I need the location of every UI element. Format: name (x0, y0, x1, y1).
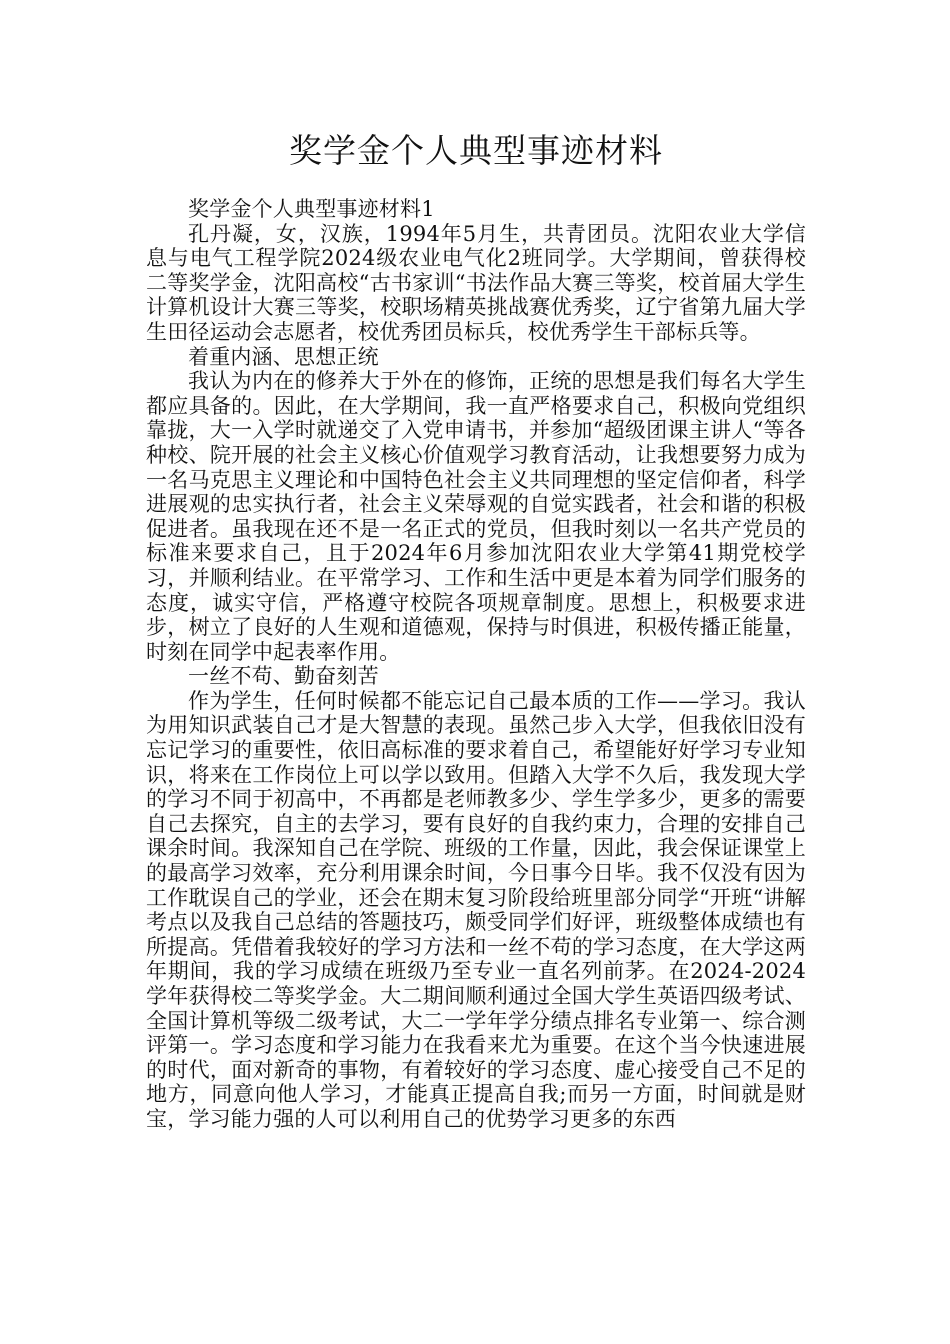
paragraph-study: 作为学生，任何时候都不能忘记自己最本质的工作——学习。我认为用知识武装自己才是大智慧的表现。虽然己步入大学，但我依旧没有忘记学习的重要性，依旧高标准的要求着自己，希望能好好学习专业知识，将来在工作岗位上可以学以致用。但踏入大学不久后，我发现大学的学习不同于初高中，不再都是老师教多少、学生学多少，更多的需要自己去探究，自主的去学习，要有良好的自我约束力，合理的安排自己课余时间。我深知自己在学院、班级的工作量，因此，我会保证课堂上的最高学习效率，充分利用课余时间，今日事今日毕。我不仅没有因为工作耽误自己的学业，还会在期末复习阶段给班里部分同学“开班“讲解考点以及我自己总结的答题技巧，颇受同学们好评，班级整体成绩也有所提高。凭借着我较好的学习方法和一丝不苟的学习态度，在大学这两年期间，我的学习成绩在班级乃至专业一直名列前茅。在2024-2024学年获得校二等奖学金。大二期间顺利通过全国大学生英语四级考试、全国计算机等级二级考试，大二一学年学分绩点排名专业第一、综合测评第一。学习态度和学习能力在我看来尤为重要。在这个当今快速进展的时代，面对新奇的事物，有着较好的学习态度、虚心接受自己不足的地方，同意向他人学习，才能真正提高自我;而另一方面，时间就是财宝，学习能力强的人可以利用自己的优势学习更多的东西 (146, 688, 806, 1131)
document-page (146, 0, 806, 1132)
paragraph-thought: 我认为内在的修养大于外在的修饰，正统的思想是我们每名大学生都应具备的。因此，在大学期间，我一直严格要求自己，积极向党组织靠拢，大一入学时就递交了入党申请书，并参加“超级团课主讲人“等各种校、院开展的社会主义核心价值观学习教育活动，让我想要努力成为一名马克思主义理论和中国特色社会主义共同理想的坚定信仰者，科学进展观的忠实执行者，社会主义荣辱观的自觉实践者，社会和谐的积极促进者。虽我现在还不是一名正式的党员，但我时刻以一名共产党员的标准来要求自己，且于2024年6月参加沈阳农业大学第41期党校学习，并顺利结业。在平常学习、工作和生活中更是本着为同学们服务的态度，诚实守信，严格遵守校院各项规章制度。思想上，积极要求进步，树立了良好的人生观和道德观，保持与时俱进，积极传播正能量，时刻在同学中起表率作用。 (146, 369, 806, 664)
section-heading-study: 一丝不苟、勤奋刻苦 (188, 664, 379, 689)
paragraph-intro: 孔丹凝，女，汉族，1994年5月生，共青团员。沈阳农业大学信息与电气工程学院2024级农业电气化2班同学。大学期间，曾获得校二等奖学金，沈阳高校“古书家训“书法作品大赛三等奖，校首届大学生计算机设计大赛三等奖，校职场精英挑战赛优秀奖，辽宁省第九届大学生田径运动会志愿者，校优秀团员标兵，校优秀学生干部标兵等。 (146, 221, 806, 344)
document-title: 奖学金个人典型事迹材料 (289, 131, 663, 170)
document-body (146, 197, 806, 1132)
section-heading-thought: 着重内涵、思想正统 (188, 344, 379, 369)
paragraph-subtitle: 奖学金个人典型事迹材料1 (188, 197, 435, 221)
